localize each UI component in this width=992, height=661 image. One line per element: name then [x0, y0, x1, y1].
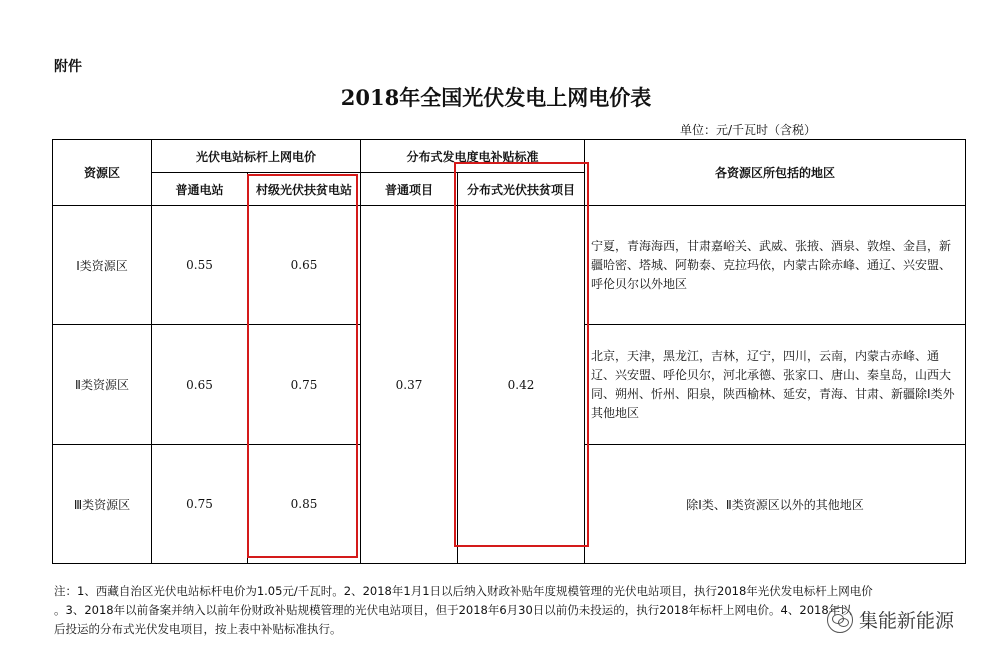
normal-station-price: 0.75 [152, 445, 248, 564]
header-normal-station: 普通电站 [152, 173, 248, 206]
header-resource-zone: 资源区 [53, 140, 152, 206]
normal-station-price: 0.65 [152, 325, 248, 445]
footnote-line: 后投运的分布式光伏发电项目，按上表中补贴标准执行。 [54, 622, 342, 636]
regions-cell: 北京，天津，黑龙江，吉林，辽宁，四川，云南，内蒙古赤峰、通辽、兴安盟、呼伦贝尔，河北承德、张家口、唐山、秦皇岛，山西大同、朔州、忻州、阳泉，陕西榆林、延安，青海、甘肃、新疆除Ⅰ类外其他地区 [585, 325, 966, 445]
table-row [53, 206, 966, 325]
resource-zone-cell: Ⅱ类资源区 [53, 325, 152, 445]
footnote-line: 注：1、西藏自治区光伏电站标杆电价为1.05元/千瓦时。2、2018年1月1日以后纳入财政补贴年度规模管理的光伏电站项目，执行2018年光伏发电标杆上网电价 [54, 584, 873, 598]
footnotes [54, 582, 954, 639]
normal-project-subsidy: 0.37 [361, 206, 458, 564]
footnote-line: 。3、2018年以前备案并纳入以前年份财政补贴规模管理的光伏电站项目，但于2018年6月30日以前仍未投运的，执行2018年标杆上网电价。4、2018年以 [54, 603, 852, 617]
header-regions: 各资源区所包括的地区 [585, 140, 966, 206]
resource-zone-cell: Ⅲ类资源区 [53, 445, 152, 564]
poverty-project-subsidy: 0.42 [458, 206, 585, 564]
village-station-price: 0.75 [248, 325, 361, 445]
village-station-price: 0.85 [248, 445, 361, 564]
watermark [827, 606, 954, 633]
header-distributed-subsidy: 分布式发电度电补贴标准 [361, 140, 585, 173]
header-pv-benchmark: 光伏电站标杆上网电价 [152, 140, 361, 173]
price-table [52, 139, 966, 564]
regions-cell: 除Ⅰ类、Ⅱ类资源区以外的其他地区 [585, 445, 966, 564]
header-village-station: 村级光伏扶贫电站 [248, 173, 361, 206]
normal-station-price: 0.55 [152, 206, 248, 325]
wechat-icon [827, 607, 853, 633]
unit-note: 单位：元/千瓦时（含税） [680, 123, 817, 137]
header-poverty-project: 分布式光伏扶贫项目 [458, 173, 585, 206]
village-station-price: 0.65 [248, 206, 361, 325]
attachment-label: 附件 [54, 59, 82, 75]
document-title: 2018年全国光伏发电上网电价表 [340, 85, 652, 110]
regions-cell: 宁夏，青海海西，甘肃嘉峪关、武威、张掖、酒泉、敦煌、金昌，新疆哈密、塔城、阿勒泰、克拉玛依，内蒙古除赤峰、通辽、兴安盟、呼伦贝尔以外地区 [585, 206, 966, 325]
header-normal-project: 普通项目 [361, 173, 458, 206]
watermark-text: 集能新能源 [858, 610, 954, 632]
resource-zone-cell: Ⅰ类资源区 [53, 206, 152, 325]
